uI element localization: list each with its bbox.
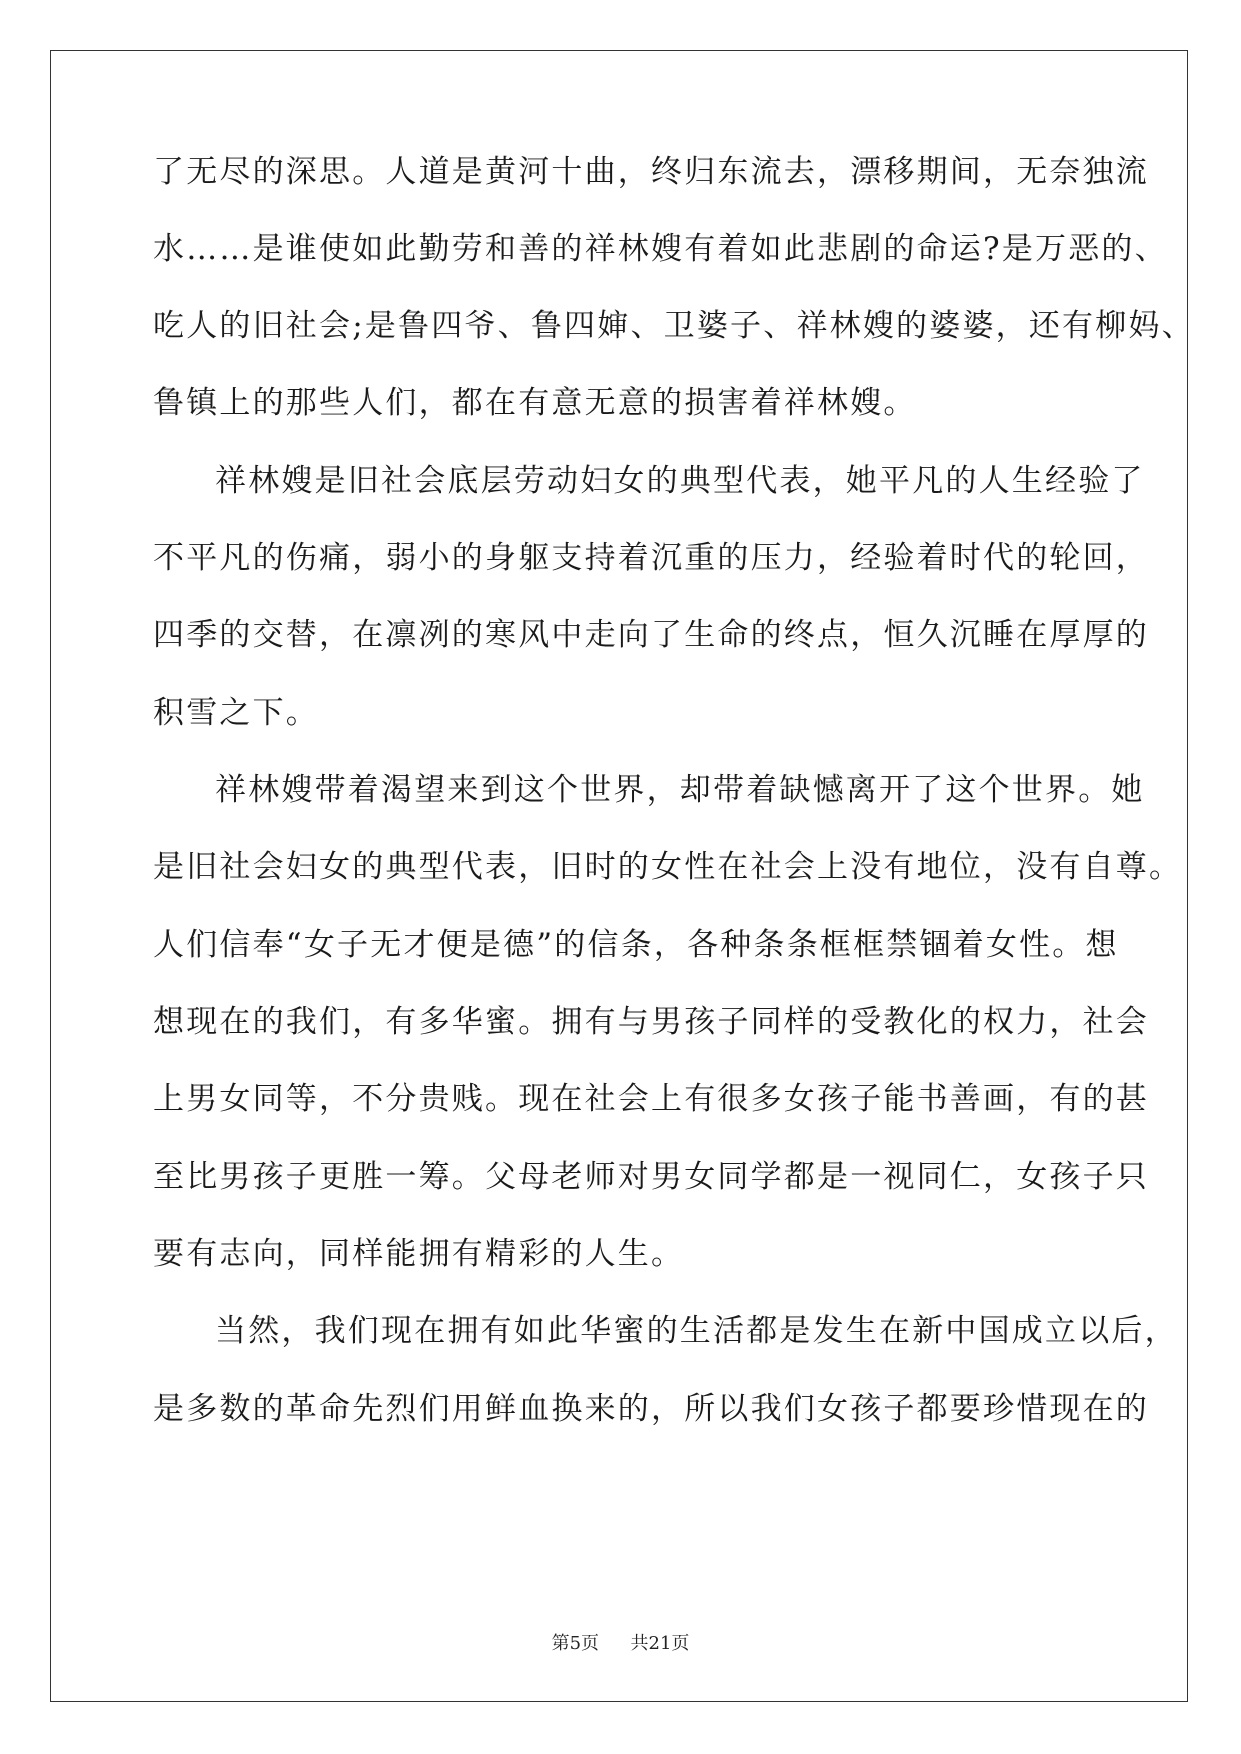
- body-line: 吃人的旧社会;是鲁四爷、鲁四婶、卫婆子、祥林嫂的婆婆，还有柳妈、: [153, 308, 1195, 344]
- page-number: 第5页: [551, 1633, 600, 1654]
- body-line: 上男女同等，不分贵贱。现在社会上有很多女孩子能书善画，有的甚: [153, 1081, 1149, 1117]
- body-line: 水……是谁使如此勤劳和善的祥林嫂有着如此悲剧的命运?是万恶的、: [153, 231, 1168, 267]
- body-line: 鲁镇上的那些人们，都在有意无意的损害着祥林嫂。: [153, 385, 917, 421]
- body-line: 是多数的革命先烈们用鲜血换来的，所以我们女孩子都要珍惜现在的: [153, 1391, 1149, 1427]
- body-line: 想现在的我们，有多华蜜。拥有与男孩子同样的受教化的权力，社会: [153, 1004, 1149, 1040]
- body-line: 积雪之下。: [153, 695, 319, 731]
- body-line: 至比男孩子更胜一筹。父母老师对男女同学都是一视同仁，女孩子只: [153, 1159, 1149, 1195]
- paragraph-first-line: 祥林嫂带着渴望来到这个世界，却带着缺憾离开了这个世界。她: [215, 772, 1145, 808]
- body-line: 了无尽的深思。人道是黄河十曲，终归东流去，漂移期间，无奈独流: [153, 154, 1149, 190]
- body-line: 四季的交替，在凛冽的寒风中走向了生命的终点，恒久沉睡在厚厚的: [153, 617, 1149, 653]
- body-line: 不平凡的伤痛，弱小的身躯支持着沉重的压力，经验着时代的轮回，: [153, 540, 1149, 576]
- paragraph-first-line: 当然，我们现在拥有如此华蜜的生活都是发生在新中国成立以后，: [215, 1313, 1178, 1349]
- paragraph-first-line: 祥林嫂是旧社会底层劳动妇女的典型代表，她平凡的人生经验了: [215, 463, 1145, 499]
- body-line: 要有志向，同样能拥有精彩的人生。: [153, 1236, 685, 1272]
- body-line: 是旧社会妇女的典型代表，旧时的女性在社会上没有地位，没有自尊。: [153, 849, 1183, 885]
- body-line: 人们信奉“女子无才便是德”的信条，各种条条框框禁锢着女性。想: [153, 927, 1119, 963]
- page-total: 共21页: [630, 1633, 690, 1654]
- page-footer: [0, 1632, 1241, 1656]
